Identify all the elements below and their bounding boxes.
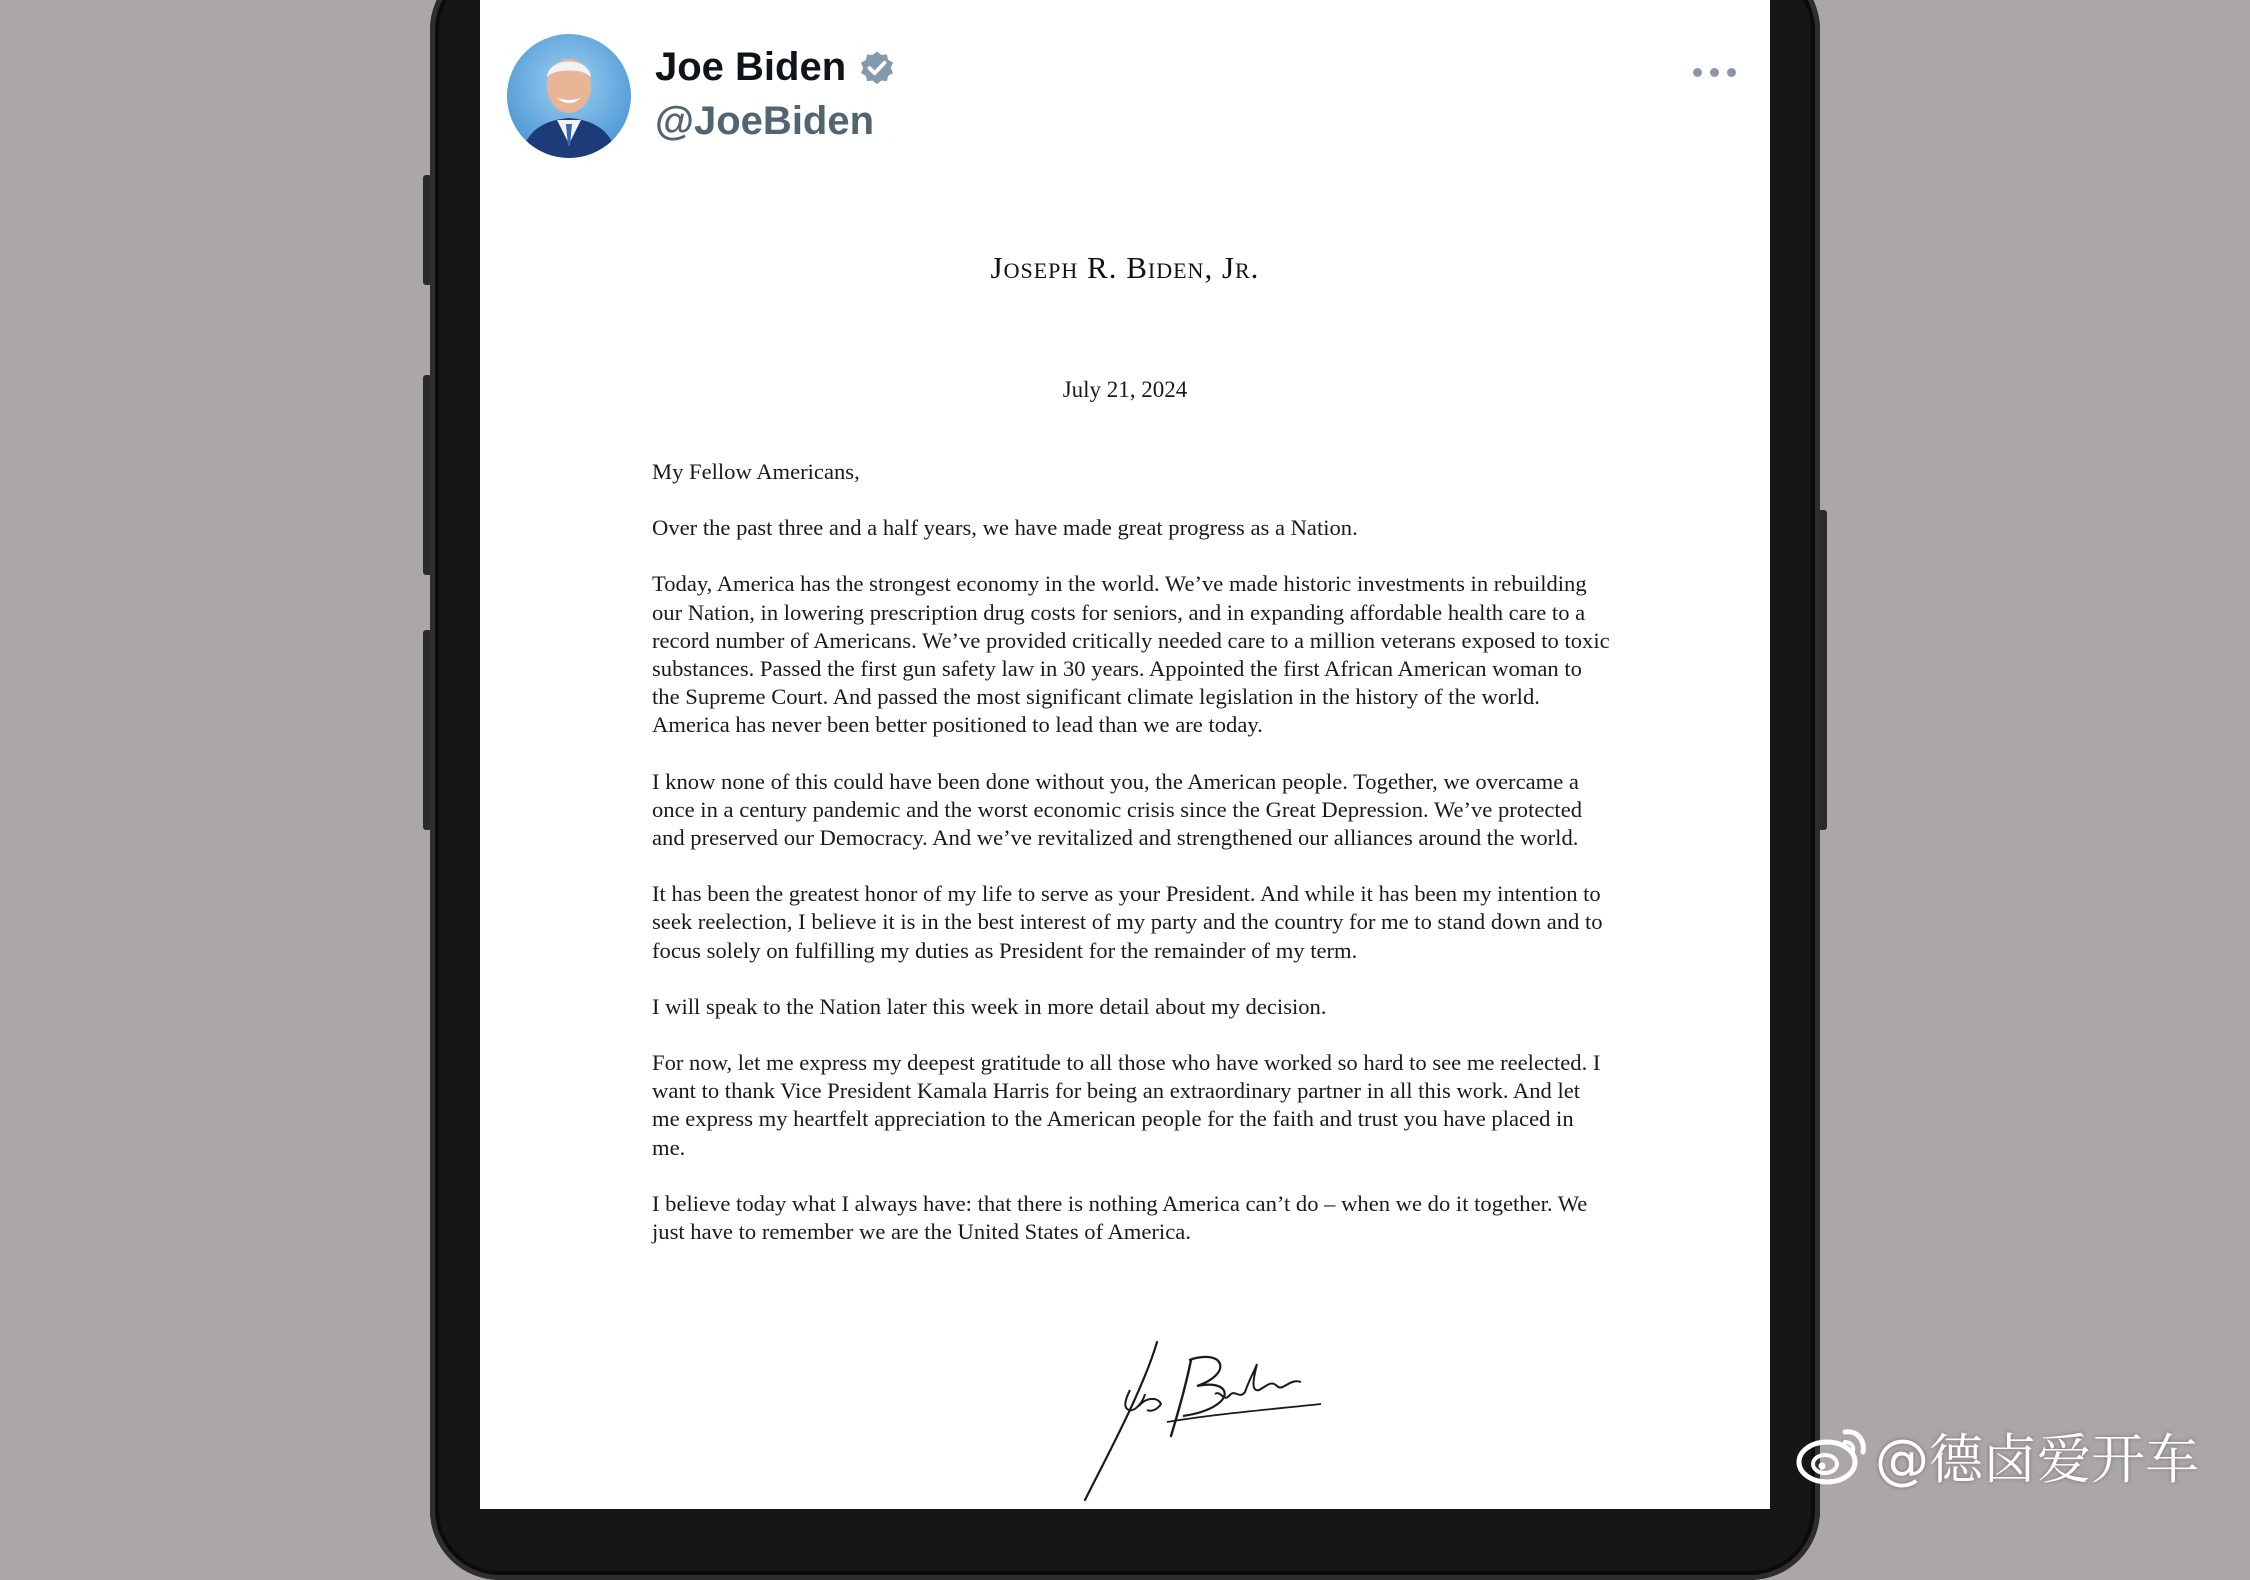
phone-screen bbox=[480, 0, 1770, 1509]
handwritten-signature bbox=[1065, 1330, 1385, 1505]
letterhead: Joseph R. Biden, Jr. bbox=[990, 250, 1260, 285]
letter-image[interactable] bbox=[480, 0, 1770, 1509]
author-name[interactable]: Joe Biden bbox=[655, 45, 847, 89]
watermark-text: @德卤爱开车 bbox=[1875, 1427, 2199, 1491]
letter-paragraph: For now, let me express my deepest gratitude to all those who have worked so hard to see me reelected. I want to thank Vice President Kamala Harris for being an extraordinary partner in all this work. And let me express my heartfelt appreciation to the American people for the faith and trust you have placed in me. bbox=[652, 1050, 1601, 1160]
letter-paragraph: It has been the greatest honor of my life to serve as your President. And while it has been my intention to seek reelection, I believe it is in the best interest of my party and the country for me to stand down and to focus solely on fulfilling my duties as President for the remainder of my term. bbox=[652, 881, 1603, 963]
letter-date: July 21, 2024 bbox=[1062, 377, 1188, 402]
weibo-logo-icon bbox=[1795, 1424, 1869, 1486]
letter-salutation: My Fellow Americans, bbox=[652, 459, 860, 484]
watermark bbox=[1795, 1420, 2199, 1490]
letter-paragraph: I will speak to the Nation later this week in more detail about my decision. bbox=[652, 993, 1327, 1019]
letter-body bbox=[652, 458, 1612, 1274]
letter-paragraph: I know none of this could have been done without you, the American people. Together, we overcame a once in a century pandemic and the worst economic crisis since the Great Depression. We’ve protected and preserved our Democracy. And we’ve revitalized and strengthened our alliances around the world. bbox=[652, 768, 1583, 851]
letter-paragraph: Today, America has the strongest economy in the world. We’ve made historic investments in rebuilding our Nation, in lowering prescription drug costs for seniors, and in expanding affordable health care to a record number of Americans. We’ve provided critically needed care to a million veterans exposed to toxic substances. Passed the first gun safety law in 30 years. Appointed the first African American woman to the Supreme Court. And passed the most significant climate legislation in the history of the world. America has never been better positioned to lead than we are today. bbox=[652, 571, 1610, 738]
letter-paragraph: Over the past three and a half years, we have made great progress as a Nation. bbox=[652, 515, 1358, 541]
author-handle[interactable]: @JoeBiden bbox=[655, 99, 875, 143]
letter-paragraph: I believe today what I always have: that there is nothing America can’t do – when we do it together. We just have to remember we are the United States of America. bbox=[652, 1190, 1588, 1245]
